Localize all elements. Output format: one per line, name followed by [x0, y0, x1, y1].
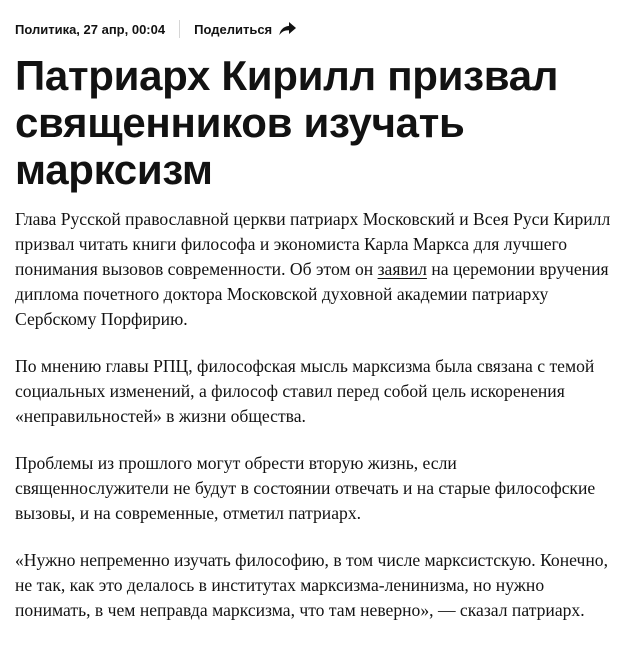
- share-button[interactable]: [194, 22, 296, 37]
- article-title: Патриарх Кирилл призвал священников изучать марксизм: [15, 52, 559, 193]
- paragraph-1: [15, 207, 613, 332]
- paragraph-1-text-before: Глава Русской православной церкви патриарх Московский и Всея Руси Кирилл призвал читать книги философа и экономиста Карла Маркса для лучшего понимания вызовов современности. Об этом он: [15, 209, 611, 279]
- paragraph-3: Проблемы из прошлого могут обрести вторую жизнь, если священнослужители не будут в состоянии отвечать и на старые философские вызовы, и на современные, отметил патриарх.: [15, 453, 596, 523]
- meta-divider: [179, 20, 180, 38]
- statement-link[interactable]: заявил: [377, 259, 427, 279]
- article-body: [15, 207, 613, 645]
- category-date[interactable]: Политика, 27 апр, 00:04: [15, 21, 166, 37]
- article-meta-bar: [15, 19, 296, 39]
- paragraph-4: «Нужно непременно изучать философию, в том числе марксистскую. Конечно, не так, как это делалось в институтах марксизма-ленинизма, но нужно понимать, в чем неправда марксизма, что там неверно», — сказал патриарх.: [15, 550, 608, 620]
- paragraph-2: По мнению главы РПЦ, философская мысль марксизма была связана с темой социальных изменений, а философ ставил перед собой цель искоренения «неправильностей» в жизни общества.: [15, 356, 595, 426]
- share-arrow-icon: [279, 22, 296, 36]
- paragraph-1-text-after: на церемонии вручения диплома почетного доктора Московской духовной академии патриарху Сербскому Порфирию.: [15, 259, 609, 329]
- share-label: Поделиться: [194, 21, 273, 37]
